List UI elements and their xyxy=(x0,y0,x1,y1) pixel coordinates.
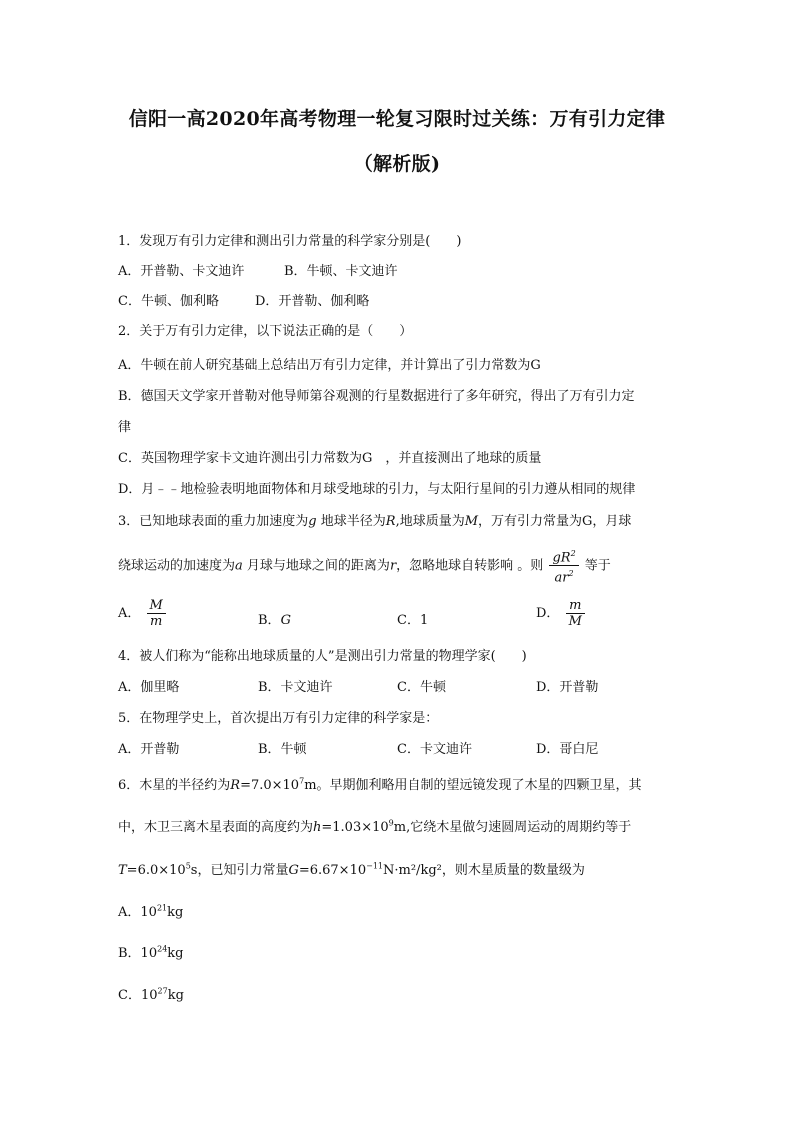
var-G: G xyxy=(280,613,291,628)
question-3-text: 月球与地球之间的距离为 xyxy=(246,558,390,574)
question-6-text: N·m²/kg²，则木星质量的数量级为 xyxy=(383,863,585,878)
question-3-option-c: C．1 xyxy=(397,613,429,628)
question-6-stem-line2 xyxy=(118,816,631,835)
var-h: h xyxy=(313,820,322,835)
document-subtitle: （解析版) xyxy=(353,153,441,175)
question-4-option-d: D．开普勒 xyxy=(536,680,599,695)
fraction-denominator: ar xyxy=(554,570,569,586)
option-label: B． xyxy=(258,613,281,628)
fraction-denominator: m xyxy=(150,614,163,629)
question-6-text: =6.0×10 xyxy=(126,863,186,878)
question-3-option-a xyxy=(118,598,168,629)
question-3-stem-line2 xyxy=(118,546,611,586)
option-label: C．10 xyxy=(118,988,158,1003)
question-5-option-b: B．牛顿 xyxy=(258,742,307,757)
question-3-text: 等于 xyxy=(584,558,611,574)
question-6-text: =1.03×10 xyxy=(321,820,389,835)
question-2-option-d: D．月﹣﹣地检验表明地面物体和月球受地球的引力，与太阳行星间的引力遵从相同的规律 xyxy=(118,482,636,497)
var-R: R xyxy=(385,514,396,529)
fraction-denominator: M xyxy=(568,614,582,629)
unit: kg xyxy=(167,905,184,920)
exponent: 2 xyxy=(568,569,574,579)
question-2-option-b-line1: B．德国天文学家开普勒对他导师第谷观测的行星数据进行了多年研究，得出了万有引力定 xyxy=(118,389,635,404)
question-5-option-d: D．哥白尼 xyxy=(536,742,599,757)
option-label: D． xyxy=(536,606,560,621)
unit: kg xyxy=(167,946,184,961)
question-2-option-c: C．英国物理学家卡文迪许测出引力常数为G ，并直接测出了地球的质量 xyxy=(118,451,542,466)
question-3-text: ,地球质量为 xyxy=(395,514,465,529)
question-6-stem-line3 xyxy=(118,859,585,878)
unit: kg xyxy=(167,988,184,1003)
question-6-text: =6.67×10 xyxy=(298,863,367,878)
option-label: B．10 xyxy=(118,946,158,961)
question-5-option-c: C．卡文迪许 xyxy=(397,742,472,757)
question-1-stem: 1．发现万有引力定律和测出引力常量的科学家分别是( ) xyxy=(118,234,462,249)
var-r: r xyxy=(389,558,397,574)
question-1-option-a: A．开普勒、卡文迪许 xyxy=(118,264,245,279)
question-6-text: =7.0×10 xyxy=(240,778,300,793)
question-6-text: s，已知引力常量 xyxy=(190,863,289,878)
exponent: 2 xyxy=(570,549,576,558)
question-3-text: 绕球运动的加速度为 xyxy=(118,558,236,574)
question-6-text: 6．木星的半径约为 xyxy=(118,778,231,793)
question-2-option-a: A．牛顿在前人研究基础上总结出万有引力定律，并计算出了引力常数为G xyxy=(118,358,541,373)
exponent: 9 xyxy=(388,818,394,828)
question-1-option-b: B．牛顿、卡文迪许 xyxy=(284,264,398,279)
question-5-option-a: A．开普勒 xyxy=(118,742,180,757)
fraction-M-over-m xyxy=(147,598,166,629)
question-4-option-c: C．牛顿 xyxy=(397,680,446,695)
question-4-option-a: A．伽里略 xyxy=(118,680,180,695)
var-G: G xyxy=(288,863,299,878)
document-title: 信阳一高2020年高考物理一轮复习限时过关练：万有引力定律 xyxy=(128,108,666,130)
question-6-option-a xyxy=(118,901,183,920)
exponent: 27 xyxy=(157,986,168,996)
fraction-numerator: m xyxy=(566,598,585,614)
var-R: R xyxy=(230,778,241,793)
question-6-option-c xyxy=(118,984,184,1003)
var-a: a xyxy=(235,558,243,574)
var-M: M xyxy=(464,514,479,529)
question-6-stem-line1 xyxy=(118,774,642,793)
question-4-option-b: B．卡文迪许 xyxy=(258,680,333,695)
exponent: 7 xyxy=(299,776,305,786)
question-1-option-c: C．牛顿、伽利略 xyxy=(118,294,219,309)
exponent: −11 xyxy=(366,861,384,871)
question-6-text: m,它绕木星做匀速圆周运动的周期约等于 xyxy=(393,820,632,835)
question-3-stem-line1 xyxy=(118,510,631,529)
var-T: T xyxy=(118,863,127,878)
question-6-text: 中，木卫三离木星表面的高度约为 xyxy=(118,820,314,835)
fraction-numerator: gR xyxy=(552,550,571,566)
question-3-option-b xyxy=(258,609,291,628)
question-5-stem: 5．在物理学史上，首次提出万有引力定律的科学家是： xyxy=(118,711,439,726)
option-label: A． xyxy=(118,606,141,621)
var-g: g xyxy=(308,514,317,529)
exponent: 21 xyxy=(156,903,168,913)
question-6-option-b xyxy=(118,942,184,961)
exponent: 24 xyxy=(157,944,168,954)
question-3-text: ，万有引力常量为G，月球 xyxy=(478,514,632,529)
question-6-text: m。早期伽利略用自制的望远镜发现了木星的四颗卫星，其 xyxy=(304,778,642,793)
exponent: 5 xyxy=(185,861,191,871)
fraction-gR2-over-ar2 xyxy=(549,546,578,586)
question-3-text: 3．已知地球表面的重力加速度为 xyxy=(118,514,309,529)
option-label: A．10 xyxy=(118,905,157,920)
question-3-text: ，忽略地球自转影响 。则 xyxy=(396,558,544,574)
question-4-stem: 4．被人们称为“能称出地球质量的人”是测出引力常量的物理学家( ) xyxy=(118,649,527,664)
question-2-option-b-line2: 律 xyxy=(118,420,132,435)
fraction-numerator: M xyxy=(147,598,166,614)
fraction-m-over-M xyxy=(566,598,585,629)
question-1-option-d: D．开普勒、伽利略 xyxy=(255,294,370,309)
question-3-text: 地球半径为 xyxy=(320,514,386,529)
question-3-option-d xyxy=(536,598,587,629)
question-2-stem: 2．关于万有引力定律，以下说法正确的是（ ） xyxy=(118,324,413,339)
